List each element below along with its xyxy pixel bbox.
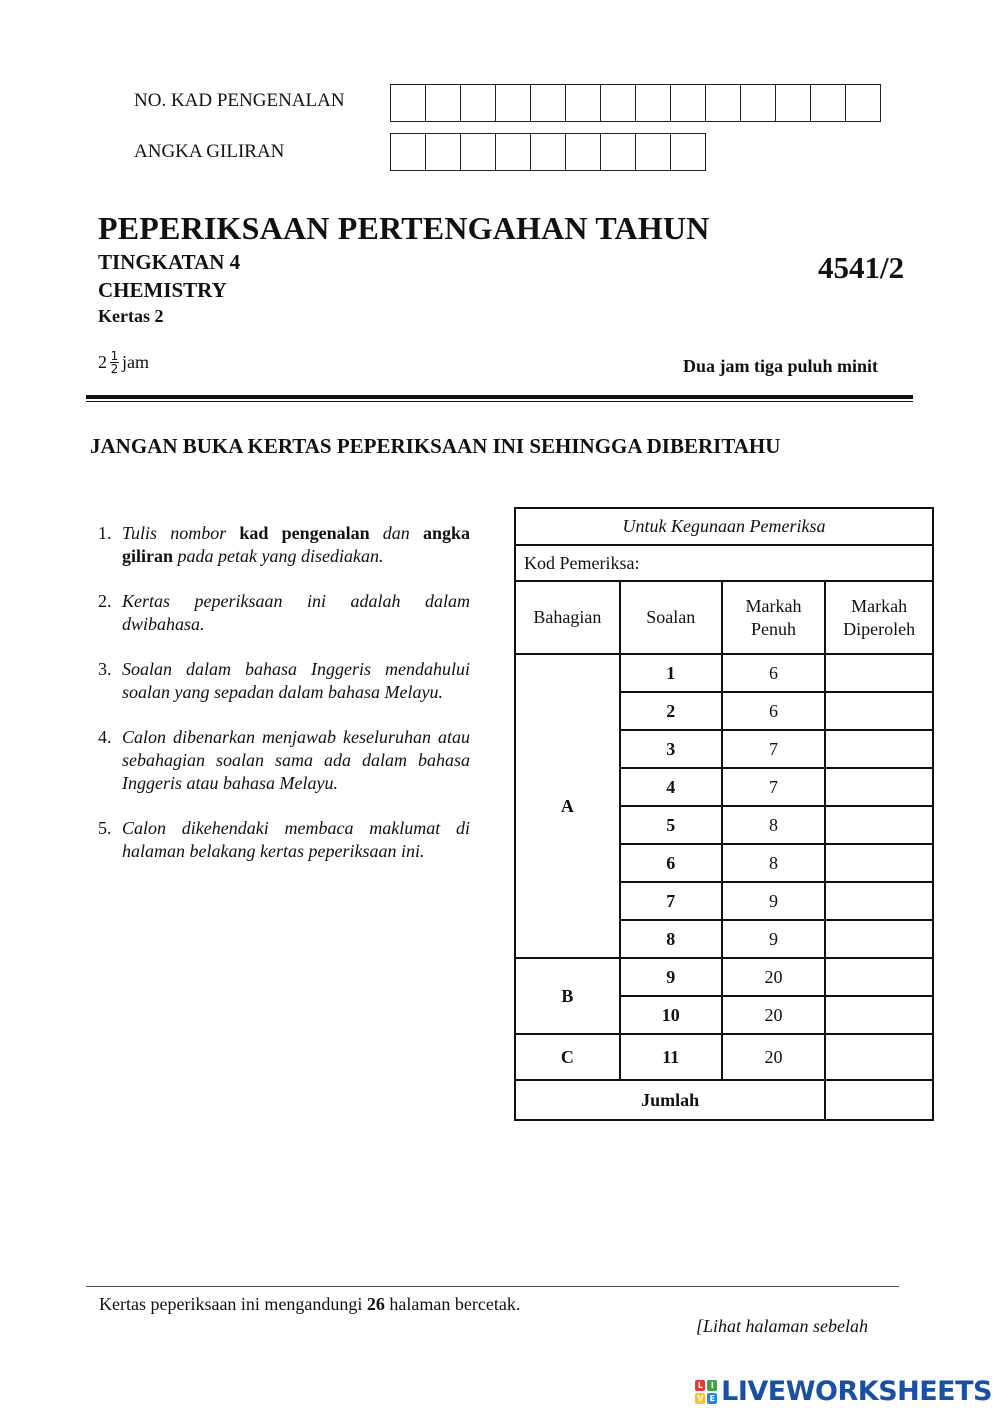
question-number: 2 [620, 692, 722, 730]
ic-digit-box[interactable] [671, 85, 706, 121]
instruction-text [122, 817, 470, 863]
obtained-marks-cell[interactable] [825, 958, 933, 996]
question-number: 6 [620, 844, 722, 882]
table-row [515, 654, 933, 692]
question-number: 10 [620, 996, 722, 1034]
table-header: Bahagian [515, 581, 620, 654]
section-label: C [515, 1034, 620, 1080]
obtained-marks-cell[interactable] [825, 920, 933, 958]
page-count-suffix: halaman bercetak. [384, 1294, 521, 1314]
ic-digit-box[interactable] [461, 85, 496, 121]
instruction-item [98, 658, 470, 704]
question-number: 1 [620, 654, 722, 692]
instruction-text [122, 658, 470, 704]
question-number: 4 [620, 768, 722, 806]
obtained-marks-cell[interactable] [825, 1034, 933, 1080]
full-marks: 9 [722, 920, 825, 958]
table-row [515, 1034, 933, 1080]
instruction-bold-text: kad pengenalan [239, 523, 370, 543]
obtained-marks-cell[interactable] [825, 730, 933, 768]
full-marks: 20 [722, 1034, 825, 1080]
ic-digit-box[interactable] [706, 85, 741, 121]
ic-digit-box[interactable] [601, 85, 636, 121]
paper-number: Kertas 2 [98, 306, 164, 326]
index-digit-box[interactable] [496, 134, 531, 170]
index-digit-box[interactable] [636, 134, 671, 170]
instruction-item [98, 590, 470, 636]
index-digit-box[interactable] [391, 134, 426, 170]
table-header: Markah Penuh [722, 581, 825, 654]
instruction-text [122, 726, 470, 795]
full-marks: 8 [722, 844, 825, 882]
liveworksheets-icon [695, 1380, 717, 1404]
header-divider-thick [86, 395, 913, 399]
full-marks: 8 [722, 806, 825, 844]
total-label: Jumlah [515, 1080, 825, 1120]
section-label: B [515, 958, 620, 1034]
index-digit-box[interactable] [461, 134, 496, 170]
ic-digit-box[interactable] [776, 85, 811, 121]
index-digit-box[interactable] [566, 134, 601, 170]
instruction-text [122, 522, 470, 568]
page-count-prefix: Kertas peperiksaan ini mengandungi [99, 1294, 367, 1314]
question-number: 7 [620, 882, 722, 920]
instruction-number: 5. [98, 818, 112, 838]
duration-unit: jam [122, 352, 149, 372]
full-marks: 7 [722, 768, 825, 806]
fraction-denominator: 2 [110, 362, 119, 376]
full-marks: 6 [722, 654, 825, 692]
ic-digit-box[interactable] [741, 85, 776, 121]
page-count-note [99, 1294, 520, 1315]
full-marks: 6 [722, 692, 825, 730]
index-digit-box[interactable] [601, 134, 636, 170]
instruction-italic-text: Calon dibenarkan menjawab keseluruhan atau sebahagian soalan sama ada dalam bahasa Inggeris atau bahasa Melayu. [122, 727, 470, 793]
instruction-item [98, 817, 470, 863]
obtained-marks-cell[interactable] [825, 844, 933, 882]
instruction-bold-text: angka giliran [122, 523, 471, 566]
ic-digit-box[interactable] [566, 85, 601, 121]
question-number: 11 [620, 1034, 722, 1080]
full-marks: 20 [722, 996, 825, 1034]
instruction-item [98, 522, 470, 568]
instruction-italic-text: Soalan dalam bahasa Inggeris mendahului soalan yang sepadan dalam bahasa Melayu. [122, 659, 470, 702]
ic-digit-box[interactable] [391, 85, 426, 121]
instruction-italic-text: Calon dikehendaki membaca maklumat di halaman belakang kertas peperiksaan ini. [122, 818, 470, 861]
instruction-number: 3. [98, 659, 112, 679]
table-header: Markah Diperoleh [825, 581, 933, 654]
table-caption: Untuk Kegunaan Pemeriksa [515, 508, 933, 545]
duration-words: Dua jam tiga puluh minit [683, 356, 879, 376]
ic-digit-box[interactable] [531, 85, 566, 121]
duration-fraction [110, 350, 119, 375]
question-number: 8 [620, 920, 722, 958]
ic-label: NO. KAD PENGENALAN [134, 90, 345, 111]
obtained-marks-cell[interactable] [825, 692, 933, 730]
ic-number-boxes[interactable] [390, 84, 881, 122]
question-number: 5 [620, 806, 722, 844]
form-level: TINGKATAN 4 [98, 250, 241, 274]
ic-digit-box[interactable] [811, 85, 846, 121]
header-divider-thin [86, 401, 913, 402]
page-count: 26 [366, 1294, 385, 1314]
obtained-marks-cell[interactable] [825, 806, 933, 844]
instruction-italic-text: Kertas peperiksaan ini adalah dalam dwibahasa. [122, 591, 470, 634]
examiner-code-label: Kod Pemeriksa: [515, 545, 933, 581]
do-not-open-warning: JANGAN BUKA KERTAS PEPERIKSAAN INI SEHINGGA DIBERITAHU [90, 434, 781, 458]
obtained-marks-cell[interactable] [825, 768, 933, 806]
brand-icon-tile: V [695, 1393, 705, 1404]
examiner-table [514, 507, 934, 1121]
obtained-marks-cell[interactable] [825, 882, 933, 920]
instruction-number: 2. [98, 591, 112, 611]
question-number: 9 [620, 958, 722, 996]
ic-digit-box[interactable] [496, 85, 531, 121]
instruction-text [122, 590, 470, 636]
instruction-italic-text: pada petak yang disediakan. [173, 546, 384, 566]
instruction-number: 4. [98, 727, 112, 747]
obtained-marks-cell[interactable] [825, 654, 933, 692]
table-header: Soalan [620, 581, 722, 654]
brand-icon-tile: I [707, 1380, 717, 1391]
table-row [515, 958, 933, 996]
exam-title: PEPERIKSAAN PERTENGAHAN TAHUN [98, 210, 710, 246]
full-marks: 20 [722, 958, 825, 996]
fraction-numerator: 1 [110, 349, 119, 363]
full-marks: 7 [722, 730, 825, 768]
ic-digit-box[interactable] [426, 85, 461, 121]
instruction-number: 1. [98, 523, 112, 543]
ic-digit-box[interactable] [846, 85, 881, 121]
instruction-italic-text: dan [369, 523, 423, 543]
duration-short [98, 350, 149, 375]
ic-digit-box[interactable] [636, 85, 671, 121]
instructions-list [98, 522, 470, 885]
index-digit-box[interactable] [671, 134, 706, 170]
index-digit-box[interactable] [531, 134, 566, 170]
section-label: A [515, 654, 620, 958]
see-next-page: [Lihat halaman sebelah [696, 1316, 869, 1336]
question-number: 3 [620, 730, 722, 768]
subject-name: CHEMISTRY [98, 278, 227, 302]
full-marks: 9 [722, 882, 825, 920]
index-number-boxes[interactable] [390, 133, 706, 171]
footer-divider [86, 1286, 899, 1287]
instruction-italic-text: Tulis nombor [122, 523, 240, 543]
brand-icon-tile: L [695, 1380, 705, 1391]
index-number-label: ANGKA GILIRAN [134, 141, 285, 162]
brand-icon-tile: E [707, 1393, 717, 1404]
brand-name: LIVEWORKSHEETS [721, 1376, 992, 1407]
liveworksheets-logo[interactable] [695, 1376, 992, 1407]
obtained-marks-cell[interactable] [825, 996, 933, 1034]
index-digit-box[interactable] [426, 134, 461, 170]
duration-whole: 2 [98, 352, 107, 372]
instruction-item [98, 726, 470, 795]
paper-code: 4541/2 [818, 250, 905, 285]
total-marks-cell[interactable] [825, 1080, 933, 1120]
